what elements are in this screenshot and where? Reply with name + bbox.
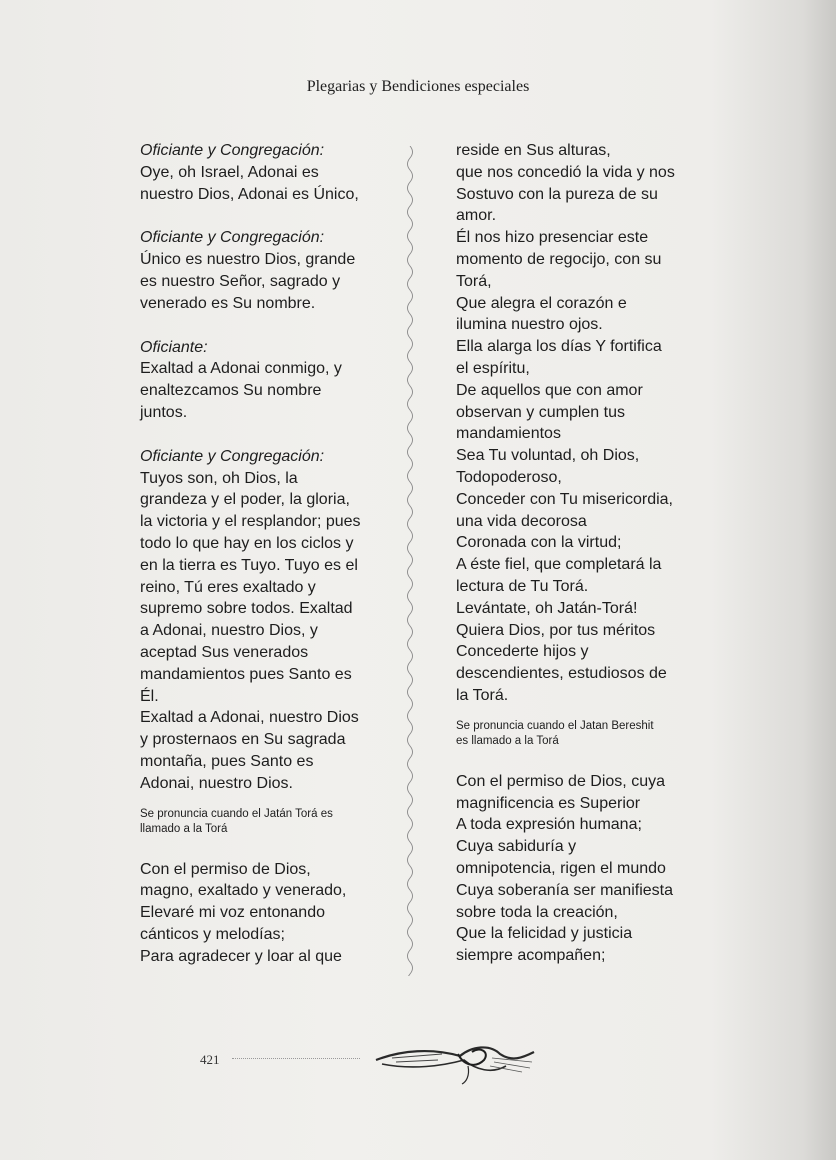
text-line: es nuestro Señor, sagrado y — [140, 272, 341, 290]
text-line: Para agradecer y loar al que — [140, 947, 342, 965]
text-line: ilumina nuestro ojos. — [456, 316, 603, 334]
note-line: llamado a la Torá — [140, 822, 228, 835]
text-line: enaltezcamos Su nombre — [140, 382, 322, 400]
column-divider — [403, 146, 417, 976]
text-line: Cuya soberanía ser manifiesta — [456, 881, 673, 899]
running-head: Plegarias y Bendiciones especiales — [306, 78, 530, 95]
text-line: observan y cumplen tus — [456, 403, 625, 421]
text-line: Quiera Dios, por tus méritos — [456, 621, 656, 639]
rubric-note — [456, 719, 706, 749]
text-line: aceptad Sus venerados — [140, 643, 309, 661]
ornament-icon — [372, 1036, 538, 1086]
rubric-note — [140, 807, 390, 837]
text-line: A toda expresión humana; — [456, 816, 642, 834]
text-line: reino, Tú eres exaltado y — [140, 578, 316, 596]
verse-block — [140, 227, 390, 314]
text-line: Exaltad a Adonai, nuestro Dios — [140, 709, 359, 727]
text-line: reside en Sus alturas, — [456, 142, 611, 159]
verse-block — [140, 446, 390, 795]
text-line: a Adonai, nuestro Dios, y — [140, 622, 318, 640]
verse-block — [140, 140, 390, 205]
text-line: Con el permiso de Dios, cuya — [456, 772, 665, 790]
text-line: una vida decorosa — [456, 512, 587, 530]
text-line: mandamientos — [456, 425, 561, 443]
text-line: Que la felicidad y justicia — [456, 925, 633, 943]
text-line: magnificencia es Superior — [456, 794, 641, 812]
note-line: Se pronuncia cuando el Jatan Bereshit — [456, 719, 654, 732]
text-line: mandamientos pues Santo es — [140, 665, 352, 683]
text-line: sobre toda la creación, — [456, 903, 618, 921]
verse-block — [140, 859, 390, 968]
text-line: Levántate, oh Jatán-Torá! — [456, 599, 638, 617]
speaker-label: Oficiante y Congregación: — [140, 447, 325, 465]
text-line: Oye, oh Israel, Adonai es — [140, 163, 319, 181]
text-line: Único es nuestro Dios, grande — [140, 251, 356, 269]
verse-block — [456, 771, 706, 967]
verse-block — [456, 140, 706, 707]
text-line: Elevaré mi voz entonando — [140, 904, 325, 922]
text-line: lectura de Tu Torá. — [456, 577, 589, 595]
text-line: Adonai, nuestro Dios. — [140, 774, 293, 792]
text-line: en la tierra es Tuyo. Tuyo es el — [140, 556, 358, 574]
text-line: Concederte hijos y — [456, 643, 589, 661]
text-line: Él nos hizo presenciar este — [456, 229, 649, 247]
text-line: momento de regocijo, con su — [456, 250, 662, 268]
note-line: Se pronuncia cuando el Jatán Torá es — [140, 807, 333, 820]
text-line: la Torá. — [456, 686, 509, 704]
text-line: Conceder con Tu misericordia, — [456, 490, 673, 508]
text-line: la victoria y el resplandor; pues — [140, 513, 361, 531]
text-line: el espíritu, — [456, 359, 530, 377]
text-line: Que alegra el corazón e — [456, 294, 627, 312]
text-line: supremo sobre todos. Exaltad — [140, 600, 353, 618]
text-line: nuestro Dios, Adonai es Único, — [140, 185, 359, 203]
text-line: montaña, pues Santo es — [140, 752, 314, 770]
text-line: magno, exaltado y venerado, — [140, 882, 347, 900]
text-line: todo lo que hay en los ciclos y — [140, 534, 354, 552]
text-line: Sostuvo con la pureza de su — [456, 185, 658, 203]
text-line: juntos. — [140, 403, 188, 421]
text-line: De aquellos que con amor — [456, 381, 643, 399]
text-line: que nos concedió la vida y nos — [456, 163, 675, 181]
text-line: Todopoderoso, — [456, 468, 562, 486]
note-line: es llamado a la Torá — [456, 734, 559, 747]
text-line: Coronada con la virtud; — [456, 534, 622, 552]
text-line: Torá, — [456, 272, 492, 290]
right-column — [456, 140, 706, 967]
text-line: descendientes, estudiosos de — [456, 665, 667, 683]
text-line: Exaltad a Adonai conmigo, y — [140, 360, 342, 378]
text-line: Con el permiso de Dios, — [140, 860, 311, 878]
text-line: A éste fiel, que completará la — [456, 556, 662, 574]
text-line: Ella alarga los días Y fortifica — [456, 338, 662, 356]
text-line: siempre acompañen; — [456, 947, 606, 965]
text-line: grandeza y el poder, la gloria, — [140, 491, 350, 509]
page-number: 421 — [200, 1052, 220, 1067]
footer-rule — [232, 1058, 360, 1059]
speaker-label: Oficiante y Congregación: — [140, 142, 325, 159]
text-line: cánticos y melodías; — [140, 925, 285, 943]
text-line: Cuya sabiduría y — [456, 838, 577, 856]
speaker-label: Oficiante: — [140, 338, 208, 356]
text-line: Tuyos son, oh Dios, la — [140, 469, 298, 487]
text-line: y prosternaos en Su sagrada — [140, 731, 346, 749]
text-line: amor. — [456, 207, 497, 225]
text-line: venerado es Su nombre. — [140, 294, 316, 312]
verse-block — [140, 337, 390, 424]
text-line: omnipotencia, rigen el mundo — [456, 859, 666, 877]
text-line: Sea Tu voluntad, oh Dios, — [456, 447, 640, 465]
speaker-label: Oficiante y Congregación: — [140, 229, 325, 247]
text-line: Él. — [140, 687, 159, 705]
left-column — [140, 140, 390, 968]
